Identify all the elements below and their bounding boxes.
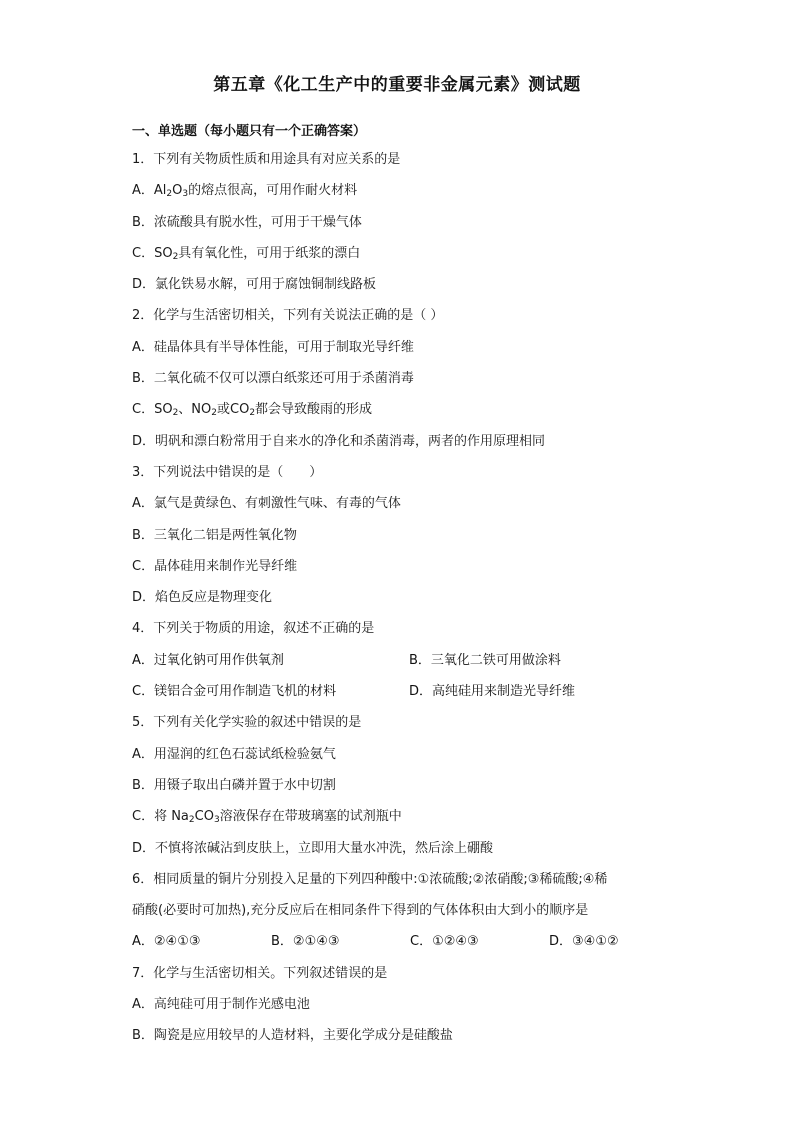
- q1-option-d: D．氯化铁易水解，可用于腐蚀铜制线路板: [132, 277, 377, 293]
- q4-option-d: D．高纯硅用来制造光导纤维: [409, 684, 576, 700]
- q6-option-b: B．②①④③: [271, 934, 340, 950]
- q3-option-d: D．焰色反应是物理变化: [132, 590, 273, 606]
- q1-stem: 1．下列有关物质性质和用途具有对应关系的是: [132, 152, 401, 167]
- q6-option-a: A．②④①③: [132, 934, 201, 950]
- q4-option-a: A．过氧化钠可用作供氧剂: [132, 652, 284, 668]
- q6-option-c: C．①②④③: [410, 934, 479, 950]
- q2-stem: 2．化学与生活密切相关，下列有关说法正确的是（ ）: [132, 308, 444, 324]
- q4-options-row-1: [132, 645, 692, 676]
- q2-option-a: A．硅晶体具有半导体性能，可用于制取光导纤维: [132, 339, 414, 355]
- page-title: 第五章《化工生产中的重要非金属元素》测试题: [213, 75, 581, 95]
- q6-options-row: [132, 926, 692, 957]
- q3-option-a: A．氯气是黄绿色、有刺激性气味、有毒的气体: [132, 496, 401, 512]
- q4-option-c: C．镁铝合金可用作制造飞机的材料: [132, 684, 337, 700]
- q5-option-c: C．将 $Na_2CO_3$溶液保存在带玻璃塞的试剂瓶中: [132, 809, 402, 826]
- q1-option-a: A．$Al_2O_3$的熔点很高，可用作耐火材料: [132, 183, 358, 200]
- q1-option-b: B．浓硫酸具有脱水性，可用于干燥气体: [132, 214, 362, 230]
- q7-stem: 7．化学与生活密切相关。下列叙述错误的是: [132, 965, 388, 981]
- q4-option-b: B．三氧化二铁可用做涂料: [409, 652, 561, 668]
- q1-option-c: C．$SO_2$具有氧化性，可用于纸浆的漂白: [132, 245, 361, 262]
- q6-stem-line-1: 6．相同质量的铜片分别投入足量的下列四种酸中:①浓硫酸;②浓硝酸;③稀硫酸;④稀: [132, 871, 608, 887]
- q3-option-c: C．晶体硅用来制作光导纤维: [132, 558, 298, 574]
- q6-option-d: D．③④①②: [549, 934, 619, 950]
- q5-stem: 5．下列有关化学实验的叙述中错误的是: [132, 715, 362, 731]
- q7-option-a: A．高纯硅可用于制作光感电池: [132, 997, 310, 1013]
- q2-option-d: D．明矾和漂白粉常用于自来水的净化和杀菌消毒，两者的作用原理相同: [132, 433, 546, 449]
- q5-option-d: D．不慎将浓碱沾到皮肤上，立即用大量水冲洗，然后涂上硼酸: [132, 840, 494, 856]
- q5-option-a: A．用湿润的红色石蕊试纸检验氨气: [132, 746, 336, 762]
- q2-option-b: B．二氧化硫不仅可以漂白纸浆还可用于杀菌消毒: [132, 371, 414, 387]
- q4-stem: 4．下列关于物质的用途，叙述不正确的是: [132, 621, 375, 637]
- q3-option-b: B．三氧化二铝是两性氧化物: [132, 527, 297, 543]
- q6-stem-line-2: 硝酸(必要时可加热),充分反应后在相同条件下得到的气体体积由大到小的顺序是: [132, 903, 589, 919]
- question-list: [132, 120, 692, 1052]
- q2-option-c: C．$SO_2$、$NO_2$或$CO_2$都会导致酸雨的形成: [132, 402, 373, 419]
- q7-option-b: B．陶瓷是应用较早的人造材料，主要化学成分是硅酸盐: [132, 1028, 453, 1044]
- q5-option-b: B．用镊子取出白磷并置于水中切割: [132, 777, 336, 793]
- q3-stem: 3．下列说法中错误的是（ ）: [132, 464, 323, 480]
- q4-options-row-2: [132, 676, 692, 707]
- section-heading: 一、单选题（每小题只有一个正确答案）: [132, 124, 367, 139]
